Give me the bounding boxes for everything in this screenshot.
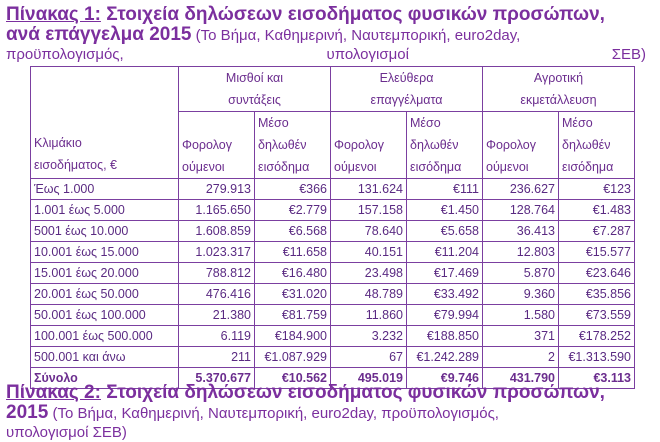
table-body: [31, 179, 635, 389]
avg-income-cell: €6.568: [255, 221, 331, 242]
avg-income-cell: €9.746: [407, 368, 483, 389]
taxpayers-cell: 3.232: [331, 326, 407, 347]
group-header-professions: Ελεύθερα επαγγέλματα: [331, 67, 483, 112]
avg-income-cell: €188.850: [407, 326, 483, 347]
taxpayers-cell: 5.370.677: [179, 368, 255, 389]
table-2-subtitle-line: [6, 403, 646, 423]
avg-income-cell: €1.483: [559, 200, 635, 221]
table-1-label: Πίνακας 1:: [6, 4, 101, 25]
table-1-source-line: [6, 45, 646, 64]
taxpayers-cell: 157.158: [331, 200, 407, 221]
income-bracket-label: 1.001 έως 5.000: [31, 200, 179, 221]
table-row: [31, 284, 635, 305]
income-bracket-label: 5001 έως 10.000: [31, 221, 179, 242]
avg-income-cell: €7.287: [559, 221, 635, 242]
avg-income-cell: €11.204: [407, 242, 483, 263]
table-row: [31, 179, 635, 200]
taxpayers-cell: 1.608.859: [179, 221, 255, 242]
sub-header-avg-income: Μέσο δηλωθέν εισόδημα: [255, 112, 331, 179]
avg-income-cell: €16.480: [255, 263, 331, 284]
table-row: [31, 200, 635, 221]
taxpayers-cell: 431.790: [483, 368, 559, 389]
table-1-subtitle: ανά επάγγελμα 2015: [6, 24, 192, 45]
sub-header-avg-income: Μέσο δηλωθέν εισόδημα: [407, 112, 483, 179]
taxpayers-cell: 1.580: [483, 305, 559, 326]
taxpayers-cell: 23.498: [331, 263, 407, 284]
avg-income-cell: €111: [407, 179, 483, 200]
taxpayers-cell: 1.165.650: [179, 200, 255, 221]
taxpayers-cell: 21.380: [179, 305, 255, 326]
taxpayers-cell: 67: [331, 347, 407, 368]
income-bracket-label: Σύνολο: [31, 368, 179, 389]
avg-income-cell: €1.450: [407, 200, 483, 221]
table-2-source-part2: υπολογισμοί ΣΕΒ): [6, 424, 127, 441]
taxpayers-cell: 11.860: [331, 305, 407, 326]
taxpayers-cell: 36.413: [483, 221, 559, 242]
group-header-wages: Μισθοί και συντάξεις: [179, 67, 331, 112]
table-row: [31, 221, 635, 242]
taxpayers-cell: 5.870: [483, 263, 559, 284]
income-table: [30, 66, 635, 389]
avg-income-cell: €81.759: [255, 305, 331, 326]
table-2-title-line: [6, 383, 646, 403]
table-2-source-line: [6, 423, 646, 442]
taxpayers-cell: 40.151: [331, 242, 407, 263]
table-2-subtitle: 2015: [6, 402, 49, 423]
avg-income-cell: €2.779: [255, 200, 331, 221]
taxpayers-cell: 48.789: [331, 284, 407, 305]
income-bracket-label: 15.001 έως 20.000: [31, 263, 179, 284]
taxpayers-cell: 211: [179, 347, 255, 368]
table-2-label: Πίνακας 2:: [6, 382, 101, 403]
avg-income-cell: €1.242.289: [407, 347, 483, 368]
sub-header-avg-income: Μέσο δηλωθέν εισόδημα: [559, 112, 635, 179]
income-bracket-label: 20.001 έως 50.000: [31, 284, 179, 305]
table-1-title: Στοιχεία δηλώσεων εισοδήματος φυσικών προσώπων,: [100, 4, 605, 25]
avg-income-cell: €73.559: [559, 305, 635, 326]
avg-income-cell: €35.856: [559, 284, 635, 305]
taxpayers-cell: 788.812: [179, 263, 255, 284]
sub-header-taxpayers: Φορολογ ούμενοι: [331, 112, 407, 179]
income-bracket-label: 50.001 έως 100.000: [31, 305, 179, 326]
table-1-caption: [6, 5, 646, 64]
table-2-source-part1: (Το Βήμα, Καθημερινή, Ναυτεμπορική, euro2day, προϋπολογισμός,: [48, 405, 499, 422]
taxpayers-cell: 131.624: [331, 179, 407, 200]
income-bracket-label: 500.001 και άνω: [31, 347, 179, 368]
avg-income-cell: €1.087.929: [255, 347, 331, 368]
taxpayers-cell: 2: [483, 347, 559, 368]
avg-income-cell: €33.492: [407, 284, 483, 305]
avg-income-cell: €79.994: [407, 305, 483, 326]
taxpayers-cell: 371: [483, 326, 559, 347]
taxpayers-cell: 12.803: [483, 242, 559, 263]
taxpayers-cell: 6.119: [179, 326, 255, 347]
income-bracket-label: 10.001 έως 15.000: [31, 242, 179, 263]
group-header-agriculture: Αγροτική εκμετάλλευση: [483, 67, 635, 112]
avg-income-cell: €17.469: [407, 263, 483, 284]
avg-income-cell: €123: [559, 179, 635, 200]
row-label-header: Κλιμάκιο εισοδήματος, €: [31, 67, 179, 179]
taxpayers-cell: 476.416: [179, 284, 255, 305]
income-bracket-label: 100.001 έως 500.000: [31, 326, 179, 347]
table-2-title: Στοιχεία δηλώσεων εισοδήματος φυσικών προσώπων,: [100, 382, 605, 403]
avg-income-cell: €5.658: [407, 221, 483, 242]
table-1-source-part3: υπολογισμοί: [326, 46, 409, 63]
avg-income-cell: €366: [255, 179, 331, 200]
avg-income-cell: €178.252: [559, 326, 635, 347]
table-row: [31, 326, 635, 347]
group-header-row: [31, 67, 635, 112]
table-row: [31, 347, 635, 368]
taxpayers-cell: 236.627: [483, 179, 559, 200]
avg-income-cell: €15.577: [559, 242, 635, 263]
avg-income-cell: €1.313.590: [559, 347, 635, 368]
table-1-title-line: [6, 5, 646, 25]
table-1-subtitle-line: [6, 25, 646, 45]
taxpayers-cell: 279.913: [179, 179, 255, 200]
table-1-source-part4: ΣΕΒ): [611, 46, 646, 63]
table-1-source-part2: προϋπολογισμός,: [6, 46, 124, 63]
sub-header-taxpayers: Φορολογ ούμενοι: [179, 112, 255, 179]
avg-income-cell: €11.658: [255, 242, 331, 263]
avg-income-cell: €3.113: [559, 368, 635, 389]
table-1-source-part1: (Το Βήμα, Καθημερινή, Ναυτεμπορική, euro2day,: [191, 27, 521, 44]
avg-income-cell: €10.562: [255, 368, 331, 389]
avg-income-cell: €23.646: [559, 263, 635, 284]
table-2-caption: [6, 383, 646, 442]
table-row: [31, 242, 635, 263]
avg-income-cell: €31.020: [255, 284, 331, 305]
table-row: [31, 263, 635, 284]
taxpayers-cell: 78.640: [331, 221, 407, 242]
taxpayers-cell: 9.360: [483, 284, 559, 305]
taxpayers-cell: 128.764: [483, 200, 559, 221]
taxpayers-cell: 1.023.317: [179, 242, 255, 263]
taxpayers-cell: 495.019: [331, 368, 407, 389]
income-bracket-label: Έως 1.000: [31, 179, 179, 200]
avg-income-cell: €184.900: [255, 326, 331, 347]
sub-header-taxpayers: Φορολογ ούμενοι: [483, 112, 559, 179]
table-row: [31, 305, 635, 326]
